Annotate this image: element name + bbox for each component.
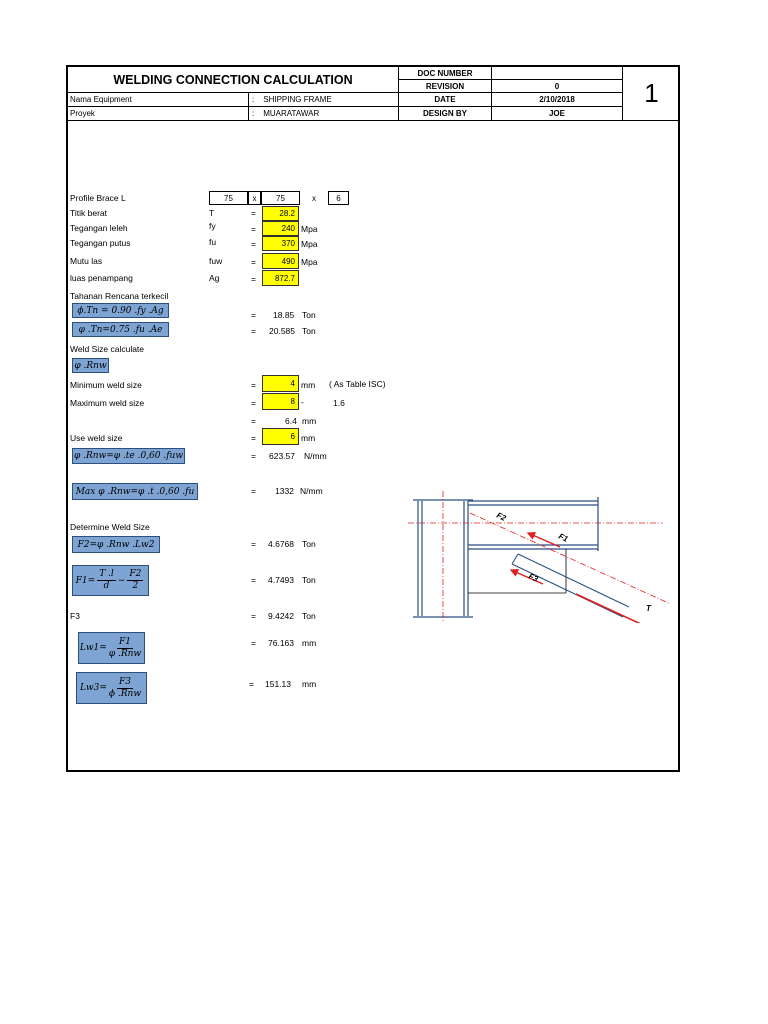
lw1-num: F1 [118,636,131,647]
input-eq-fy: = [251,224,256,234]
f1-den2: 2 [132,581,139,591]
input-unit-fy: Mpa [301,224,318,234]
formula-tn-ultimate: φ .Tn=0.75 .fu .Ae [72,322,169,337]
lw3-lhs: Lw3= [79,683,107,693]
label-f2: F2 [495,510,508,523]
lw1-lhs: Lw1= [79,643,107,653]
page-number: 1 [623,67,680,121]
project-value: MUARATAWAR [263,109,320,118]
lw1-value: 76.163 [268,638,294,648]
min-weld-label: Minimum weld size [70,380,142,390]
lw3-fraction [109,677,141,700]
design-by-label: DESIGN BY [399,107,492,121]
input-eq-fuw: = [251,257,256,267]
input-value-fu[interactable]: 370 [262,236,299,251]
project-value-cell [249,107,399,121]
f2-value: 4.6768 [268,539,294,549]
tn-yield-value: 18.85 [273,310,295,320]
input-label-t: Titik berat [70,208,108,218]
date-value: 2/10/2018 [492,93,623,107]
input-sym-fy: fy [209,221,216,231]
revision-label: REVISION [399,80,492,93]
max-weld-dash: - [301,397,304,407]
input-label-fu: Tegangan putus [70,238,131,248]
input-sym-fuw: fuw [209,256,223,266]
lw1-unit: mm [302,638,317,648]
input-label-fuw: Mutu las [70,256,103,266]
min-weld-unit: mm [301,380,316,390]
lw3-value: 151.13 [265,679,291,689]
f3-eq: = [251,611,256,621]
min-weld-value[interactable]: 4 [262,375,299,392]
formula-max-rnw: Max φ .Rnw=φ .t .0,60 .fu [72,483,198,500]
lw3-den: ϕ .Rnw [108,688,142,699]
lw1-den: φ .Rnw [108,648,142,659]
equipment-value-cell [249,93,399,107]
label-t: T [646,604,651,613]
label-f3: F3 [527,571,540,584]
profile-t-cell[interactable]: 6 [328,191,349,205]
lw1-fraction [109,637,141,660]
f1-eq: = [251,575,256,585]
lw3-num: F3 [118,676,131,687]
brace-angle [512,554,629,617]
calc-weld-unit: mm [302,416,317,426]
lw1-eq: = [251,638,256,648]
equipment-label: Nama Equipment [68,93,249,107]
min-weld-note: ( As Table ISC) [329,379,386,389]
project-label: Proyek [68,107,249,121]
f1-num1: T .l [99,569,114,579]
header-block [68,67,678,121]
f3-value: 9.4242 [268,611,294,621]
max-rnw-unit: N/mm [300,486,323,496]
calculation-sheet [66,65,680,772]
tn-ultimate-unit: Ton [302,326,316,336]
max-weld-note: 1.6 [333,398,345,408]
max-weld-eq: = [251,398,256,408]
tn-yield-eq: = [251,310,256,320]
formula-rnw: φ .Rnw [72,358,109,373]
center-lines [408,491,670,621]
input-unit-fuw: Mpa [301,257,318,267]
input-eq-ag: = [251,274,256,284]
profile-x1-cell: x [248,191,261,205]
calc-weld-value: 6.4 [285,416,297,426]
input-eq-fu: = [251,239,256,249]
f1-lhs: F1= [75,575,96,586]
revision-value: 0 [492,80,623,93]
sheet-title: WELDING CONNECTION CALCULATION [68,67,399,93]
input-label-ag: luas penampang [70,273,133,283]
rnw-unit: N/mm [304,451,327,461]
input-eq-t: = [251,208,256,218]
tahanan-heading: Tahanan Rencana terkecil [70,291,169,301]
use-weld-eq: = [251,433,256,443]
max-weld-label: Maximum weld size [70,398,145,408]
input-value-ag[interactable]: 872.7 [262,270,299,286]
tn-yield-unit: Ton [302,310,316,320]
label-f1: F1 [557,531,570,544]
input-sym-ag: Ag [209,273,220,283]
rnw-value: 623.57 [269,451,295,461]
formula-rnw-te: φ .Rnw=φ .te .0,60 .fuw [72,448,185,464]
doc-number-label: DOC NUMBER [399,67,492,80]
use-weld-unit: mm [301,433,316,443]
input-unit-fu: Mpa [301,239,318,249]
max-weld-value[interactable]: 8 [262,393,299,410]
f1-minus: − [117,575,126,586]
design-by-value: JOE [492,107,623,121]
date-label: DATE [399,93,492,107]
f3-unit: Ton [302,611,316,621]
input-sym-fu: fu [209,237,217,247]
beam-member [468,497,598,551]
formula-lw3 [76,672,147,704]
f1-value: 4.7493 [268,575,294,585]
f1-unit: Ton [302,575,316,585]
lw3-eq: = [249,679,254,689]
input-label-fy: Tegangan leleh [70,223,128,233]
profile-b-cell[interactable]: 75 [261,191,300,205]
formula-f1 [72,565,149,596]
f3-label: F3 [70,611,80,621]
weld-heading: Weld Size calculate [70,344,145,354]
lw3-unit: mm [302,679,317,689]
tension-arrow [576,594,656,623]
profile-label: Profile Brace L [70,193,126,203]
equipment-separator: : [252,95,255,104]
profile-a-cell[interactable]: 75 [209,191,248,205]
input-value-fy[interactable]: 240 [262,221,299,236]
calc-weld-eq: = [251,416,256,426]
min-weld-eq: = [251,380,256,390]
f1-fraction-1 [97,569,116,592]
use-weld-value[interactable]: 6 [262,428,299,445]
doc-number-value [492,67,623,80]
f2-unit: Ton [302,539,316,549]
use-weld-label: Use weld size [70,433,123,443]
max-rnw-value: 1332 [275,486,294,496]
profile-x2-cell: x [312,193,316,203]
formula-tn-yield: ϕ.Tn = 0.90 .fy .Ag [72,303,169,318]
formula-f2: F2=φ .Rnw .Lw2 [72,536,160,553]
input-value-fuw[interactable]: 490 [262,253,299,269]
f1-den1: d [103,581,110,591]
input-sym-t: T [209,208,215,218]
connection-diagram [408,489,670,623]
input-value-t[interactable]: 28.2 [262,206,299,221]
project-separator: : [252,109,255,118]
equipment-value: SHIPPING FRAME [263,95,332,104]
f2-eq: = [251,539,256,549]
max-rnw-eq: = [251,486,256,496]
formula-lw1 [78,632,145,664]
f1-fraction-2 [127,569,143,592]
determine-heading: Determine Weld Size [70,522,150,532]
tn-ultimate-eq: = [251,326,256,336]
tn-ultimate-value: 20.585 [269,326,295,336]
f1-num2: F2 [129,569,142,579]
rnw-eq: = [251,451,256,461]
